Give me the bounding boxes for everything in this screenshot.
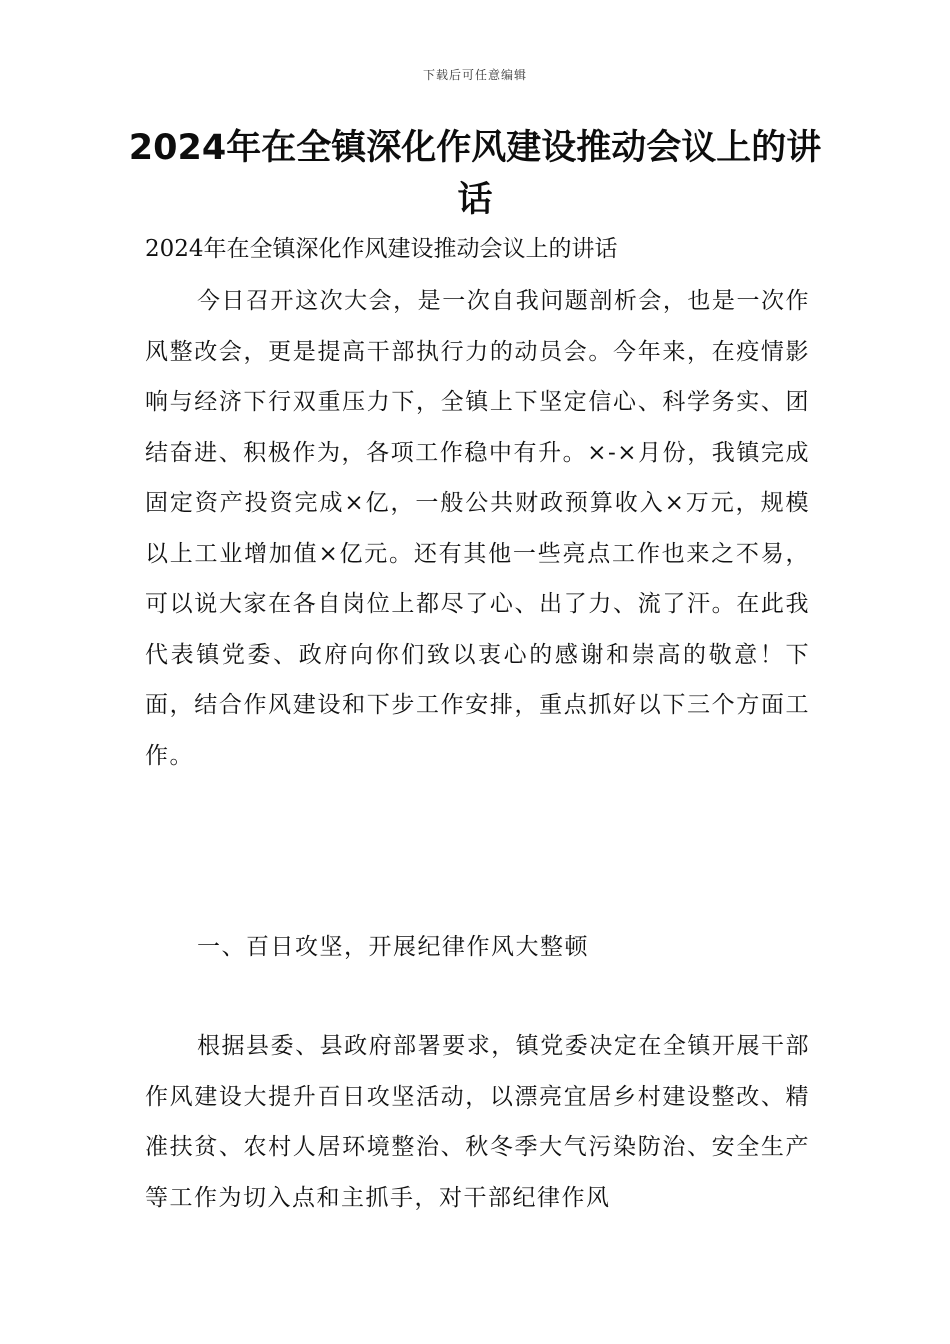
section-heading-1: 一、百日攻坚，开展纪律作风大整顿 [197, 934, 589, 960]
document-subtitle: 2024年在全镇深化作风建设推动会议上的讲话 [145, 236, 618, 262]
intro-paragraph: 今日召开这次大会，是一次自我问题剖析会，也是一次作风整改会，更是提高干部执行力的动员会。今年来，在疫情影响与经济下行双重压力下，全镇上下坚定信心、科学务实、团结奋进、积极作为，各项工作稳中有升。×-×月份，我镇完成固定资产投资完成×亿，一般公共财政预算收入×万元，规模以上工业增加值×亿元。还有其他一些亮点工作也来之不易，可以说大家在各自岗位上都尽了心、出了力、流了汗。在此我代表镇党委、政府向你们致以衷心的感谢和崇高的敬意！下面，结合作风建设和下步工作安排，重点抓好以下三个方面工作。 [145, 288, 810, 769]
section-1-body-paragraph: 根据县委、县政府部署要求，镇党委决定在全镇开展干部作风建设大提升百日攻坚活动，以漂亮宜居乡村建设整改、精准扶贫、农村人居环境整治、秋冬季大气污染防治、安全生产等工作为切入点和主抓手，对干部纪律作风 [145, 1033, 810, 1211]
header-note: 下载后可任意编辑 [422, 68, 527, 82]
document-title: 2024年在全镇深化作风建设推动会议上的讲话 [128, 128, 822, 220]
